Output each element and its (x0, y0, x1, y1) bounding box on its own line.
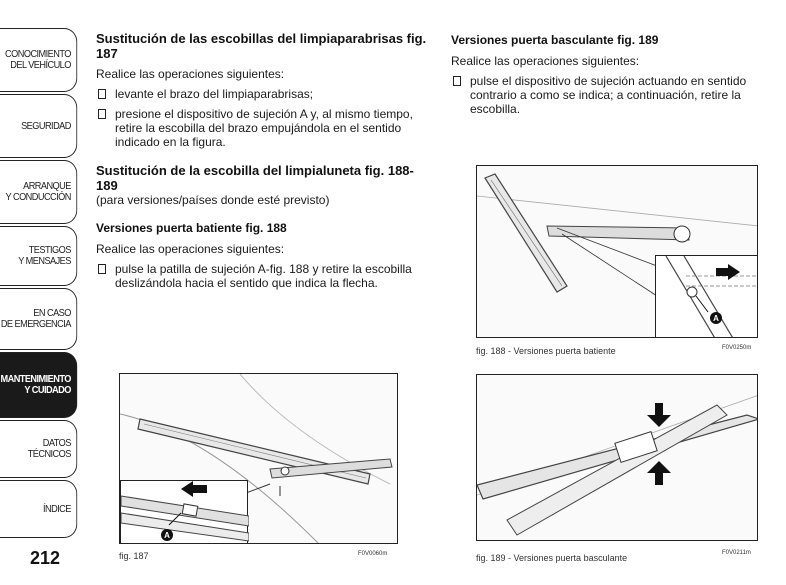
tab-mantenimiento[interactable] (0, 352, 77, 418)
list-item (96, 107, 430, 149)
inset-detail (655, 255, 758, 338)
intro-text: Realice las operaciones siguientes: (451, 54, 640, 68)
checkbox-bullet-icon (98, 264, 106, 274)
list-item-text: levante el brazo del limpiaparabrisas; (115, 87, 314, 101)
section-title-windshield: Sustitución de las escobillas del limpiaparabrisas fig. 187 (96, 31, 427, 61)
tab-label: EN CASO DE EMERGENCIA (0, 308, 71, 330)
section-title-rear-wiper: Sustitución de la escobilla del limpialuneta fig. 188-189 (96, 163, 414, 193)
intro-text: Realice las operaciones siguientes: (96, 242, 285, 256)
figure-code: F0V0211m (722, 550, 751, 556)
callout-a-label: A (164, 531, 170, 540)
section-title-hinged: Versiones puerta batiente fig. 188 (96, 221, 287, 235)
figure-caption: fig. 187 (119, 551, 149, 561)
tab-label: ÍNDICE (42, 503, 71, 515)
figure-188 (476, 165, 758, 338)
figure-187 (119, 373, 398, 544)
section-title-tilting: Versiones puerta basculante fig. 189 (451, 33, 659, 47)
tab-label: TESTIGOS Y MENSAJES (18, 245, 71, 267)
section-note: (para versiones/países donde esté previsto) (96, 193, 330, 207)
right-column (451, 33, 781, 116)
list-item (96, 87, 430, 101)
tab-seguridad[interactable] (0, 94, 77, 158)
callout-a-label: A (713, 314, 719, 323)
list-item (96, 262, 430, 290)
list-item-text: pulse el dispositivo de sujeción actuando en sentido contrario a como se indica; a continuación, retire la escobilla. (470, 74, 747, 116)
checkbox-bullet-icon (98, 89, 106, 99)
rear-wiper-tilting-illustration (477, 375, 758, 541)
figure-caption: fig. 188 - Versiones puerta batiente (476, 346, 616, 356)
checkbox-bullet-icon (98, 109, 106, 119)
tab-label: MANTENIMIENTO Y CUIDADO (0, 374, 71, 396)
tab-conocimiento[interactable] (0, 28, 77, 92)
tab-label: ARRANQUE Y CONDUCCIÓN (5, 181, 71, 203)
tab-indice[interactable] (0, 480, 77, 538)
list-item-text: presione el dispositivo de sujeción A y, al mismo tiempo, retire la escobilla del brazo empujándola en el sentido indicado en la figura. (115, 107, 413, 149)
left-column (96, 31, 430, 290)
list-item-text: pulse la patilla de sujeción A-fig. 188 y retire la escobilla deslizándola hacia el sentido que indica la flecha. (115, 262, 412, 290)
figure-code: F0V0250m (722, 345, 752, 351)
tab-datos-tecnicos[interactable] (0, 420, 77, 478)
tab-label: CONOCIMIENTO DEL VEHÍCULO (5, 49, 71, 71)
figure-code: F0V0060m (358, 551, 388, 557)
list-item (451, 74, 781, 116)
checkbox-bullet-icon (453, 76, 461, 86)
intro-text: Realice las operaciones siguientes: (96, 67, 285, 81)
tab-label: DATOS TÉCNICOS (27, 438, 71, 460)
page-number: 212 (30, 548, 61, 568)
tab-arranque[interactable] (0, 160, 77, 224)
inset-detail (120, 480, 248, 544)
tab-testigos[interactable] (0, 226, 77, 286)
tab-label: SEGURIDAD (21, 120, 71, 132)
figure-caption: fig. 189 - Versiones puerta basculante (476, 553, 628, 563)
tab-emergencia[interactable] (0, 288, 77, 350)
figure-189 (476, 374, 758, 541)
